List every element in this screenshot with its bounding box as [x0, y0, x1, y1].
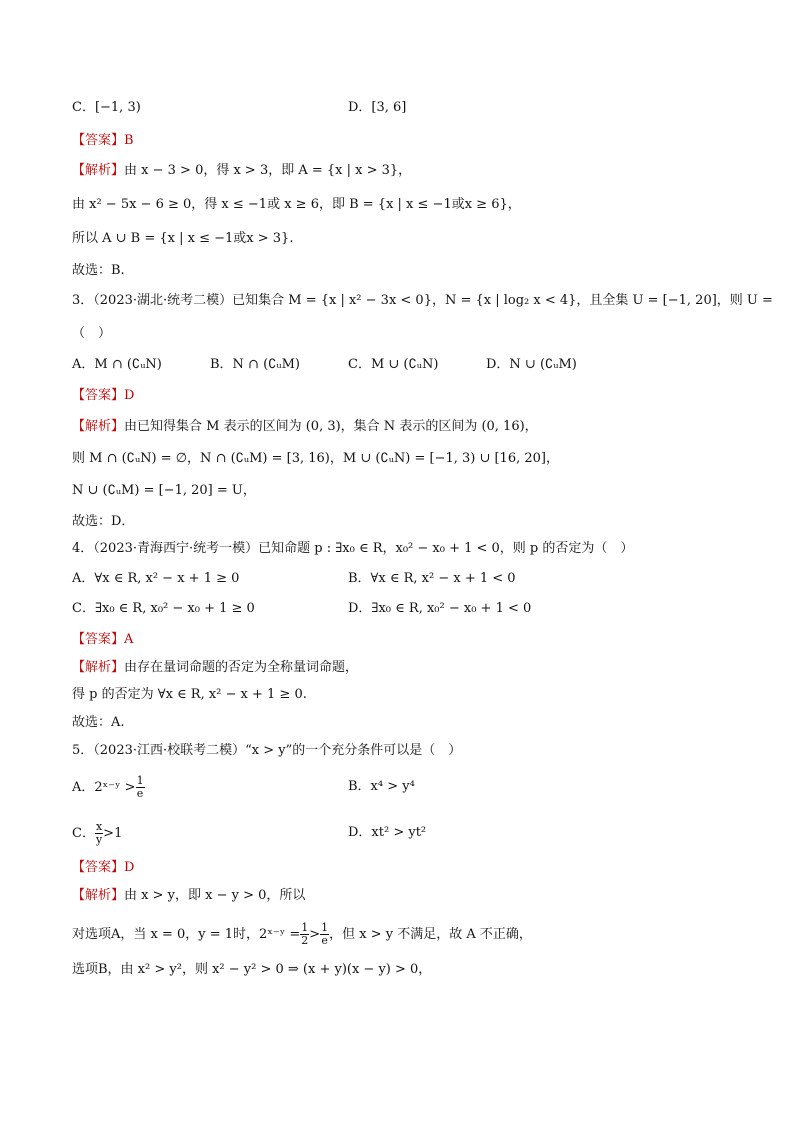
explanation-2-line-1	[72, 161, 411, 181]
question-5-stem: 5．（2023·江西·校联考二模）“x > y”的一个充分条件可以是（ ）	[72, 743, 462, 758]
question-4-stem: 4．（2023·青海西宁·统考一模）已知命题 p : ∃x₀ ∈ R，x₀² − x₀ + 1 < 0，则 p 的否定为（ ）	[72, 541, 634, 556]
denominator: e	[321, 934, 328, 947]
explanation-text: 由已知得集合 M 表示的区间为 (0, 3)，集合 N 表示的区间为 (0, 16)，	[124, 419, 538, 434]
greater-than: >	[309, 927, 321, 942]
explanation-5-line-1	[72, 886, 305, 906]
answer-3	[72, 386, 134, 406]
denominator: 2	[301, 934, 309, 947]
numerator: x	[95, 820, 103, 833]
prev-option-c: C．[−1, 3)	[72, 100, 141, 115]
explanation-4-line-3: 故选：A.	[72, 715, 125, 730]
question-4-option-a: A．∀x ∈ R, x² − x + 1 ≥ 0	[72, 571, 240, 586]
answer-value: A	[124, 632, 134, 647]
prev-option-d: D．[3, 6]	[348, 100, 407, 115]
question-4-option-c: C．∃x₀ ∈ R, x₀² − x₀ + 1 ≥ 0	[72, 601, 255, 616]
question-5-option-d: D．xt² > yt²	[348, 825, 427, 840]
fraction	[300, 922, 309, 947]
denominator: y	[95, 833, 103, 846]
question-3-option-d: D．N ∪ (∁ᵤM)	[486, 357, 577, 372]
answer-label: 【答案】	[72, 133, 125, 148]
answer-label: 【答案】	[72, 860, 125, 875]
question-5-option-a	[72, 775, 145, 800]
explanation-2-line-3: 所以 A ∪ B = {x | x ≤ −1或x > 3}.	[72, 231, 294, 246]
option-c-label: C．	[72, 826, 95, 841]
fraction	[95, 821, 103, 846]
numerator: 1	[321, 921, 329, 934]
question-3-option-c: C．M ∪ (∁ᵤN)	[348, 357, 439, 372]
explanation-text: ，但 x > y 不满足，故 A 不正确，	[329, 927, 532, 942]
answer-4	[72, 630, 133, 650]
question-3-option-b: B．N ∩ (∁ᵤM)	[210, 357, 300, 372]
question-5-option-c	[72, 821, 122, 846]
explanation-5-line-2	[72, 922, 532, 947]
fraction	[320, 922, 329, 947]
answer-value: D	[124, 860, 135, 875]
fraction	[136, 775, 145, 800]
question-3-option-a: A．M ∩ (∁ᵤN)	[72, 357, 162, 372]
explanation-3-line-1	[72, 417, 538, 437]
explanation-text: 由 x > y，即 x − y > 0，所以	[124, 888, 306, 903]
explanation-label: 【解析】	[72, 419, 125, 434]
question-3-stem: 3．（2023·湖北·统考二模）已知集合 M = {x | x² − 3x < 0}，N = {x | log₂ x < 4}，且全集 U = [−1, 20]，则 U =	[72, 293, 773, 308]
explanation-4-line-1	[72, 658, 358, 678]
explanation-3-line-3: N ∪ (∁ᵤM) = [−1, 20] = U，	[72, 483, 256, 498]
answer-value: D	[124, 388, 135, 403]
option-c-text: >1	[103, 826, 123, 841]
answer-label: 【答案】	[72, 632, 125, 647]
explanation-label: 【解析】	[72, 888, 125, 903]
explanation-5-line-3: 选项B，由 x² > y²，则 x² − y² > 0 ⇒ (x + y)(x − y) > 0，	[72, 962, 432, 977]
question-4-option-b: B．∀x ∈ R, x² − x + 1 < 0	[348, 571, 516, 586]
numerator: 1	[136, 774, 144, 787]
option-a-text: A．2ˣ⁻ʸ >	[72, 780, 136, 795]
answer-2	[72, 131, 134, 151]
explanation-2-line-4: 故选：B.	[72, 263, 125, 278]
explanation-3-line-2: 则 M ∩ (∁ᵤN) = ∅，N ∩ (∁ᵤM) = [3, 16)，M ∪ (∁ᵤN) = [−1, 3) ∪ [16, 20]，	[72, 451, 559, 466]
answer-value: B	[124, 133, 134, 148]
explanation-3-line-4: 故选：D．	[72, 514, 135, 529]
explanation-2-line-2: 由 x² − 5x − 6 ≥ 0，得 x ≤ −1或 x ≥ 6，即 B = {x | x ≤ −1或x ≥ 6}，	[72, 197, 521, 212]
question-4-option-d: D．∃x₀ ∈ R, x₀² − x₀ + 1 < 0	[348, 601, 532, 616]
answer-label: 【答案】	[72, 388, 125, 403]
explanation-text: 对选项A，当 x = 0，y = 1时，2ˣ⁻ʸ =	[72, 927, 301, 942]
question-5-option-b: B．x⁴ > y⁴	[348, 779, 415, 794]
explanation-text: 由存在量词命题的否定为全称量词命题，	[124, 660, 359, 675]
question-3-paren: （ ）	[72, 326, 112, 341]
explanation-4-line-2: 得 p 的否定为 ∀x ∈ R, x² − x + 1 ≥ 0.	[72, 687, 307, 702]
explanation-label: 【解析】	[72, 163, 125, 178]
explanation-label: 【解析】	[72, 660, 125, 675]
numerator: 1	[301, 921, 309, 934]
answer-5	[72, 858, 134, 878]
denominator: e	[136, 787, 144, 800]
explanation-text: 由 x − 3 > 0，得 x > 3，即 A = {x | x > 3}，	[124, 163, 412, 178]
